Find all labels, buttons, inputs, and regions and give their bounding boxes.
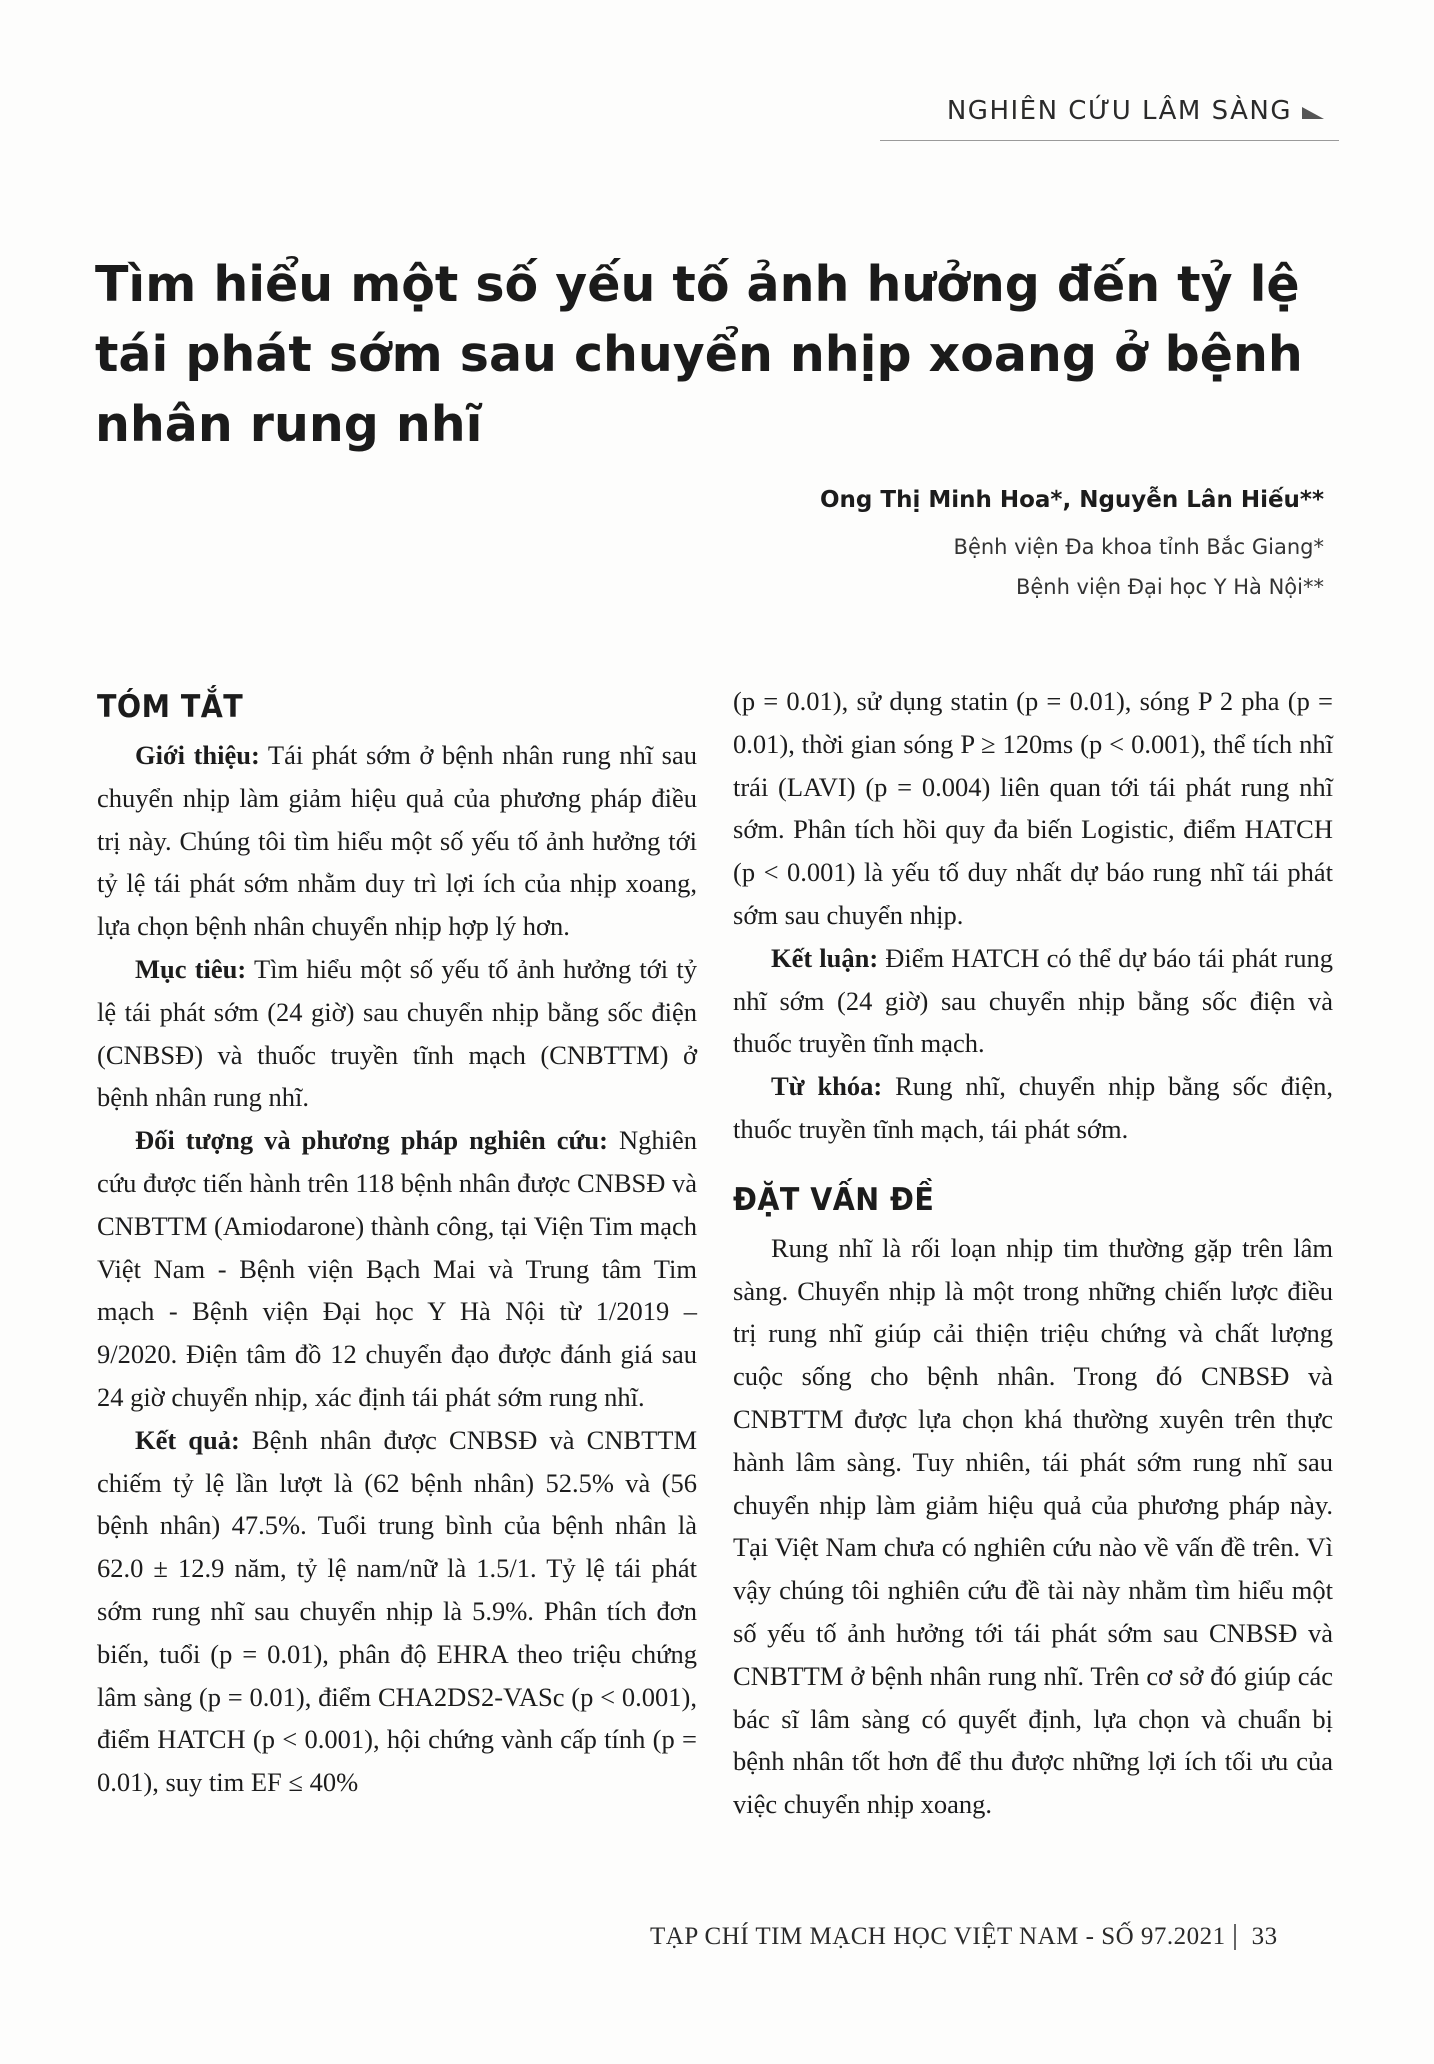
abstract-conclusion [733,937,1333,1065]
footer-divider [1234,1924,1236,1950]
left-column [97,680,697,1804]
methods-text: Nghiên cứu được tiến hành trên 118 bệnh nhân được CNBSĐ và CNBTTM (Amiodarone) thành công, tại Viện Tim mạch Việt Nam - Bệnh viện Bạch Mai và Trung tâm Tim mạch - Bệnh viện Đại học Y Hà Nội từ 1/2019 – 9/2020. Điện tâm đồ 12 chuyển đạo được đánh giá sau 24 giờ chuyển nhịp, xác định tái phát sớm rung nhĩ. [97,1125,698,1412]
page-number: 33 [1251,1923,1278,1950]
abstract-intro [97,734,697,948]
intro-text: Tái phát sớm ở bệnh nhân rung nhĩ sau chuyển nhịp làm giảm hiệu quả của phương pháp điều trị này. Chúng tôi tìm hiểu một số yếu tố ảnh hưởng tới tỷ lệ tái phát sớm nhằm duy trì lợi ích của nhịp xoang, lựa chọn bệnh nhân chuyển nhịp hợp lý hơn. [97,740,698,942]
intro-section-text: Rung nhĩ là rối loạn nhịp tim thường gặp trên lâm sàng. Chuyển nhịp là một trong những chiến lược điều trị rung nhĩ giúp cải thiện triệu chứng và chất lượng cuộc sống cho bệnh nhân. Trong đó CNBSĐ và CNBTTM được lựa chọn khá thường xuyên trên thực hành lâm sàng. Tuy nhiên, tái phát sớm rung nhĩ sau chuyển nhịp làm giảm hiệu quả của phương pháp này. Tại Việt Nam chưa có nghiên cứu nào về vấn đề trên. Vì vậy chúng tôi nghiên cứu đề tài này nhằm tìm hiểu một số yếu tố ảnh hưởng tới tái phát sớm sau CNBSĐ và CNBTTM ở bệnh nhân rung nhĩ. Trên cơ sở đó giúp các bác sĩ lâm sàng có quyết định, lựa chọn và chuẩn bị bệnh nhân tốt hơn để thu được những lợi ích tối ưu của việc chuyển nhịp xoang. [733,1232,1333,1820]
triangle-marker-icon [1302,107,1324,119]
right-column [733,680,1333,1826]
methods-label: Đối tượng và phương pháp nghiên cứu: [135,1125,608,1156]
abstract-aim [97,948,697,1119]
results-text: Bệnh nhân được CNBSĐ và CNBTTM chiếm tỷ lệ lần lượt là (62 bệnh nhân) 52.5% và (56 bệnh nhân) 47.5%. Tuổi trung bình của bệnh nhân là 62.0 ± 12.9 năm, tỷ lệ nam/nữ là 1.5/1. Tỷ lệ tái phát sớm rung nhĩ sau chuyển nhịp là 5.9%. Phân tích đơn biến, tuổi (p = 0.01), phân độ EHRA theo triệu chứng lâm sàng (p = 0.01), điểm CHA2DS2-VASc (p < 0.001), điểm HATCH (p < 0.001), hội chứng vành cấp tính (p = 0.01), suy tim EF ≤ 40% [97,1424,698,1798]
journal-name: TẠP CHÍ TIM MẠCH HỌC VIỆT NAM - SỐ 97.2021 [650,1923,1226,1950]
conclusion-text: Điểm HATCH có thể dự báo tái phát rung nhĩ sớm (24 giờ) sau chuyển nhịp bằng sốc điện và thuốc truyền tĩnh mạch. [733,942,1333,1059]
conclusion-label: Kết luận: [771,942,879,973]
aim-label: Mục tiêu: [135,953,247,984]
author-names: Ong Thị Minh Hoa*, Nguyễn Lân Hiếu** [819,487,1324,513]
page-footer [650,1923,1278,1951]
keywords-label: Từ khóa: [771,1071,883,1102]
results-label: Kết quả: [135,1424,240,1455]
article-title: Tìm hiểu một số yếu tố ảnh hưởng đến tỷ lệ tái phát sớm sau chuyển nhịp xoang ở bệnh nhân rung nhĩ [95,256,1303,453]
intro-section-heading: ĐẶT VẤN ĐỀ [733,1181,935,1218]
abstract-keywords [733,1065,1333,1151]
abstract-methods [97,1119,697,1419]
section-label: NGHIÊN CỨU LÂM SÀNG [946,96,1292,126]
keywords-text: Rung nhĩ, chuyển nhịp bằng sốc điện, thuốc truyền tĩnh mạch, tái phát sớm. [733,1071,1333,1144]
results-continued: (p = 0.01), sử dụng statin (p = 0.01), sóng P 2 pha (p = 0.01), thời gian sóng P ≥ 120ms (p < 0.001), thể tích nhĩ trái (LAVI) (p = 0.004) liên quan tới tái phát rung nhĩ sớm. Phân tích hồi quy đa biến Logistic, điểm HATCH (p < 0.001) là yếu tố duy nhất dự báo rung nhĩ tái phát sớm sau chuyển nhịp. [733,686,1333,930]
affiliation-1: Bệnh viện Đa khoa tỉnh Bắc Giang* [953,535,1324,559]
author-block [820,487,1324,607]
abstract-results [97,1419,697,1804]
abstract-heading: TÓM TẮT [97,689,244,725]
header-rule [880,140,1339,141]
section-header [947,96,1324,126]
intro-label: Giới thiệu: [135,740,260,770]
aim-text: Tìm hiểu một số yếu tố ảnh hưởng tới tỷ lệ tái phát sớm (24 giờ) sau chuyển nhịp bằng sốc điện (CNBSĐ) và thuốc truyền tĩnh mạch (CNBTTM) ở bệnh nhân rung nhĩ. [97,953,697,1113]
affiliation-2: Bệnh viện Đại học Y Hà Nội** [1015,575,1324,599]
